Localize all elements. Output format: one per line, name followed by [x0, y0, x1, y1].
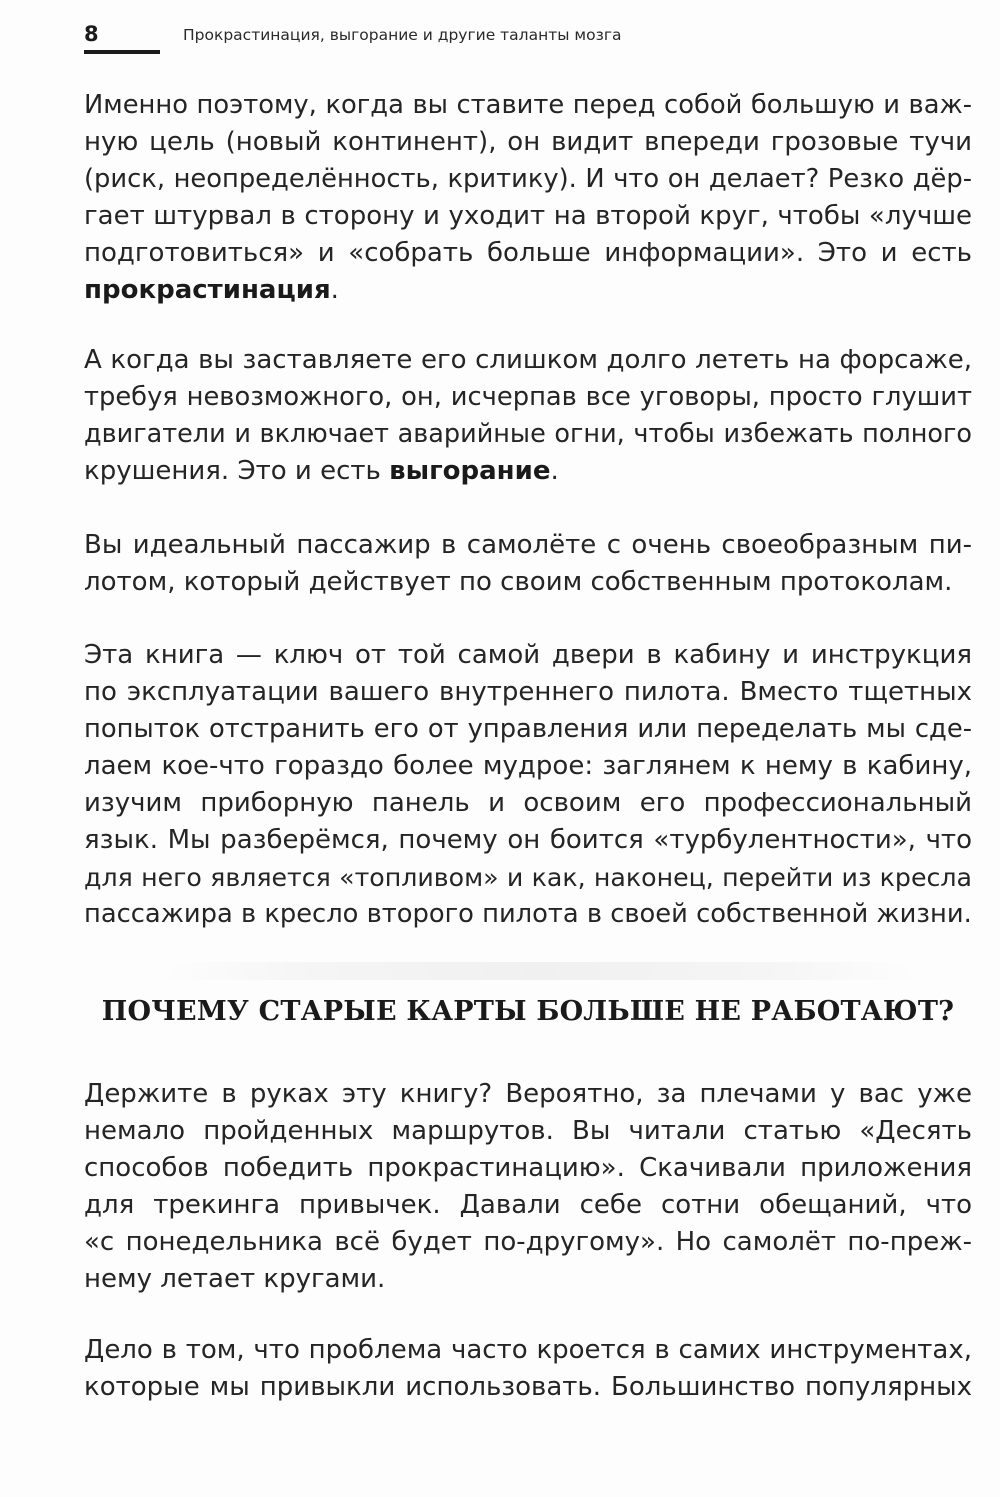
- text-line: пассажира в кресло второго пилота в своей собственной жизни.: [84, 899, 972, 929]
- text-line: Вы идеальный пассажир в самолёте с очень своеобразным пи-: [84, 530, 972, 560]
- emphasis-procrastination: прокрастинация: [84, 275, 331, 305]
- punctuation: .: [550, 456, 559, 486]
- text-line: изучим приборную панель и освоим его профессиональный: [84, 788, 972, 818]
- text-line: Именно поэтому, когда вы ставите перед собой большую и важ-: [84, 90, 972, 120]
- paragraph-6: [84, 1332, 972, 1406]
- running-title: Прокрастинация, выгорание и другие таланты мозга: [183, 26, 622, 44]
- line-prefix: крушения. Это и есть: [84, 456, 390, 486]
- text-line: по эксплуатации вашего внутреннего пилота. Вместо тщетных: [84, 677, 972, 707]
- text-line: (риск, неопределённость, критику). И что он делает? Резко дёр-: [84, 164, 972, 194]
- paragraph-3: [84, 527, 972, 601]
- text-line: лотом, который действует по своим собственным протоколам.: [84, 567, 953, 597]
- text-line: для трекинга привычек. Давали себе сотни обещаний, что: [84, 1190, 972, 1220]
- text-line: [84, 453, 972, 490]
- text-line: «с понедельника всё будет по-другому». Но самолёт по-преж-: [84, 1227, 972, 1257]
- text-line: Дело в том, что проблема часто кроется в самих инструментах,: [84, 1335, 972, 1365]
- text-line: попыток отстранить его от управления или переделать мы сде-: [84, 714, 972, 744]
- emphasis-burnout: выгорание: [389, 456, 551, 486]
- text-line: нему летает кругами.: [84, 1264, 386, 1294]
- text-line: двигатели и включает аварийные огни, чтобы избежать полного: [84, 419, 972, 449]
- page-number: 8: [84, 22, 99, 46]
- text-line: язык. Мы разберёмся, почему он боится «турбулентности», что: [84, 825, 972, 855]
- text-line: ную цель (новый континент), он видит впереди грозовые тучи: [84, 127, 972, 157]
- punctuation: .: [330, 275, 339, 305]
- text-line: способов победить прокрастинацию». Скачивали приложения: [84, 1153, 972, 1183]
- page-number-rule: [84, 50, 160, 54]
- text-line: лаем кое-что гораздо более мудрое: заглянем к нему в кабину,: [84, 751, 972, 781]
- paragraph-2: [84, 342, 972, 490]
- text-line: А когда вы заставляете его слишком долго лететь на форсаже,: [84, 345, 972, 375]
- text-line: немало пройденных маршрутов. Вы читали статью «Десять: [84, 1116, 972, 1146]
- text-line: Эта книга — ключ от той самой двери в кабину и инструкция: [84, 640, 972, 670]
- section-heading: ПОЧЕМУ СТАРЫЕ КАРТЫ БОЛЬШЕ НЕ РАБОТАЮТ?: [101, 996, 955, 1027]
- paragraph-1: [84, 87, 972, 309]
- text-line: которые мы привыкли использовать. Большинство популярных: [84, 1372, 972, 1402]
- text-line: подготовиться» и «собрать больше информации». Это и есть: [84, 238, 972, 268]
- text-line: для него является «топливом» и как, наконец, перейти из кресла: [84, 863, 972, 892]
- text-line: требуя невозможного, он, исчерпав все уговоры, просто глушит: [84, 382, 972, 412]
- text-line: [84, 272, 972, 309]
- show-through-shadow: [160, 962, 920, 980]
- paragraph-4: [84, 637, 972, 933]
- text-line: Держите в руках эту книгу? Вероятно, за плечами у вас уже: [84, 1079, 972, 1109]
- paragraph-5: [84, 1076, 972, 1298]
- text-line: гает штурвал в сторону и уходит на второй круг, чтобы «лучше: [84, 201, 972, 231]
